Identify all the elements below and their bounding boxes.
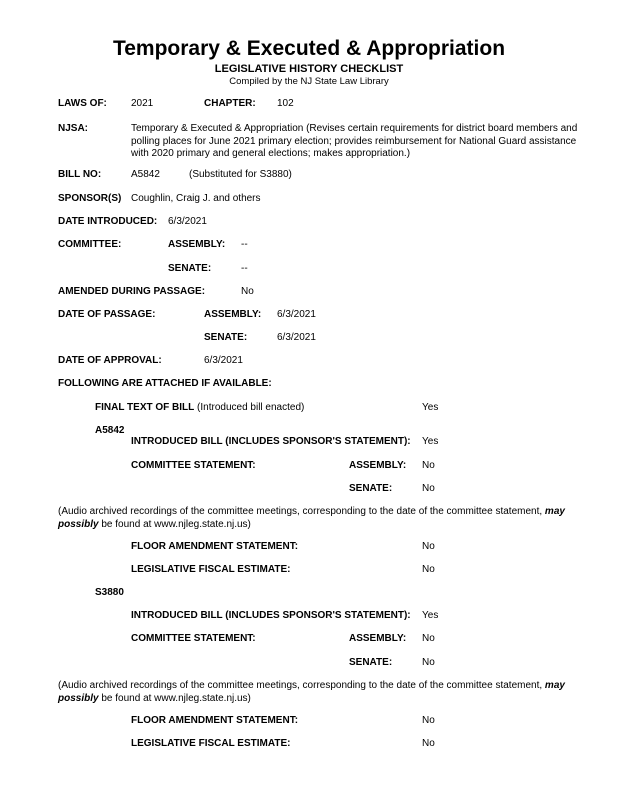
bill-no-label: BILL NO: bbox=[58, 169, 102, 180]
audio-note-emphasis: may possibly bbox=[58, 506, 565, 530]
cs-assembly-label: ASSEMBLY: bbox=[349, 460, 407, 471]
audio-note bbox=[58, 680, 603, 705]
passage-assembly-label: ASSEMBLY: bbox=[204, 309, 262, 320]
sponsors-value: Coughlin, Craig J. and others bbox=[131, 193, 261, 204]
passage-senate-value: 6/3/2021 bbox=[277, 332, 316, 343]
audio-note-text: (Audio archived recordings of the committee meetings, corresponding to the date of the committee statement, bbox=[58, 680, 543, 691]
committee-statement-label: COMMITTEE STATEMENT: bbox=[131, 460, 256, 471]
passage-senate-label: SENATE: bbox=[204, 332, 248, 343]
date-introduced-value: 6/3/2021 bbox=[168, 216, 207, 227]
sponsors-label: SPONSOR(S) bbox=[58, 193, 122, 204]
final-text-label: FINAL TEXT OF BILL bbox=[95, 402, 195, 413]
cs-senate-label: SENATE: bbox=[349, 483, 393, 494]
introduced-bill-label: INTRODUCED BILL (INCLUDES SPONSOR'S STATEMENT): bbox=[131, 610, 411, 621]
amended-value: No bbox=[241, 286, 254, 297]
njsa-value: Temporary & Executed & Appropriation (Revises certain requirements for district board members and polling places for June 2021 primary election; provides reimbursement for National Guard assistance with 2020 primary and general elections; makes appropriation.) bbox=[131, 123, 578, 159]
chapter-label: CHAPTER: bbox=[204, 98, 256, 109]
amended-label: AMENDED DURING PASSAGE: bbox=[58, 286, 206, 297]
audio-note-emphasis: may possibly bbox=[58, 680, 565, 704]
page-subtitle: LEGISLATIVE HISTORY CHECKLIST bbox=[214, 63, 404, 75]
cs-assembly-value: No bbox=[422, 460, 435, 471]
passage-assembly-value: 6/3/2021 bbox=[277, 309, 316, 320]
floor-amendment-label: FLOOR AMENDMENT STATEMENT: bbox=[131, 541, 299, 552]
cs-assembly-value: No bbox=[422, 633, 435, 644]
bill-no-note: (Substituted for S3880) bbox=[189, 169, 292, 180]
fiscal-estimate-value: No bbox=[422, 738, 435, 749]
audio-note-tail: be found at www.njleg.state.nj.us) bbox=[101, 518, 251, 530]
cs-assembly-label: ASSEMBLY: bbox=[349, 633, 407, 644]
cs-senate-value: No bbox=[422, 483, 435, 494]
page-title: Temporary & Executed & Appropriation bbox=[112, 37, 506, 60]
introduced-bill-label: INTRODUCED BILL (INCLUDES SPONSOR'S STATEMENT): bbox=[131, 436, 411, 447]
introduced-bill-value: Yes bbox=[422, 610, 439, 621]
laws-of-label: LAWS OF: bbox=[58, 98, 107, 109]
audio-note-tail: be found at www.njleg.state.nj.us) bbox=[101, 692, 251, 704]
final-text-note: (Introduced bill enacted) bbox=[197, 402, 305, 413]
laws-of-value: 2021 bbox=[131, 98, 154, 109]
final-text-row bbox=[95, 402, 304, 414]
attached-heading: FOLLOWING ARE ATTACHED IF AVAILABLE: bbox=[58, 378, 272, 389]
floor-amendment-value: No bbox=[422, 541, 435, 552]
final-text-value: Yes bbox=[422, 402, 439, 413]
date-introduced-label: DATE INTRODUCED: bbox=[58, 216, 158, 227]
date-of-approval-label: DATE OF APPROVAL: bbox=[58, 355, 162, 366]
bill-no-value: A5842 bbox=[131, 169, 160, 180]
njsa-label: NJSA: bbox=[58, 123, 89, 134]
date-of-approval-value: 6/3/2021 bbox=[204, 355, 243, 366]
introduced-bill-value: Yes bbox=[422, 436, 439, 447]
floor-amendment-label: FLOOR AMENDMENT STATEMENT: bbox=[131, 715, 299, 726]
audio-note bbox=[58, 506, 603, 531]
committee-statement-label: COMMITTEE STATEMENT: bbox=[131, 633, 256, 644]
bill-id: A5842 bbox=[95, 425, 125, 436]
committee-assembly-label: ASSEMBLY: bbox=[168, 239, 226, 250]
fiscal-estimate-label: LEGISLATIVE FISCAL ESTIMATE: bbox=[131, 564, 291, 575]
compiled-by: Compiled by the NJ State Law Library bbox=[229, 76, 389, 87]
committee-label: COMMITTEE: bbox=[58, 239, 122, 250]
committee-senate-label: SENATE: bbox=[168, 263, 212, 274]
fiscal-estimate-label: LEGISLATIVE FISCAL ESTIMATE: bbox=[131, 738, 291, 749]
cs-senate-label: SENATE: bbox=[349, 657, 393, 668]
floor-amendment-value: No bbox=[422, 715, 435, 726]
audio-note-text: (Audio archived recordings of the committee meetings, corresponding to the date of the committee statement, bbox=[58, 506, 543, 517]
cs-senate-value: No bbox=[422, 657, 435, 668]
committee-senate-value: -- bbox=[241, 263, 248, 274]
committee-assembly-value: -- bbox=[241, 239, 248, 250]
bill-id: S3880 bbox=[95, 587, 124, 598]
date-of-passage-label: DATE OF PASSAGE: bbox=[58, 309, 156, 320]
chapter-value: 102 bbox=[277, 98, 294, 109]
fiscal-estimate-value: No bbox=[422, 564, 435, 575]
